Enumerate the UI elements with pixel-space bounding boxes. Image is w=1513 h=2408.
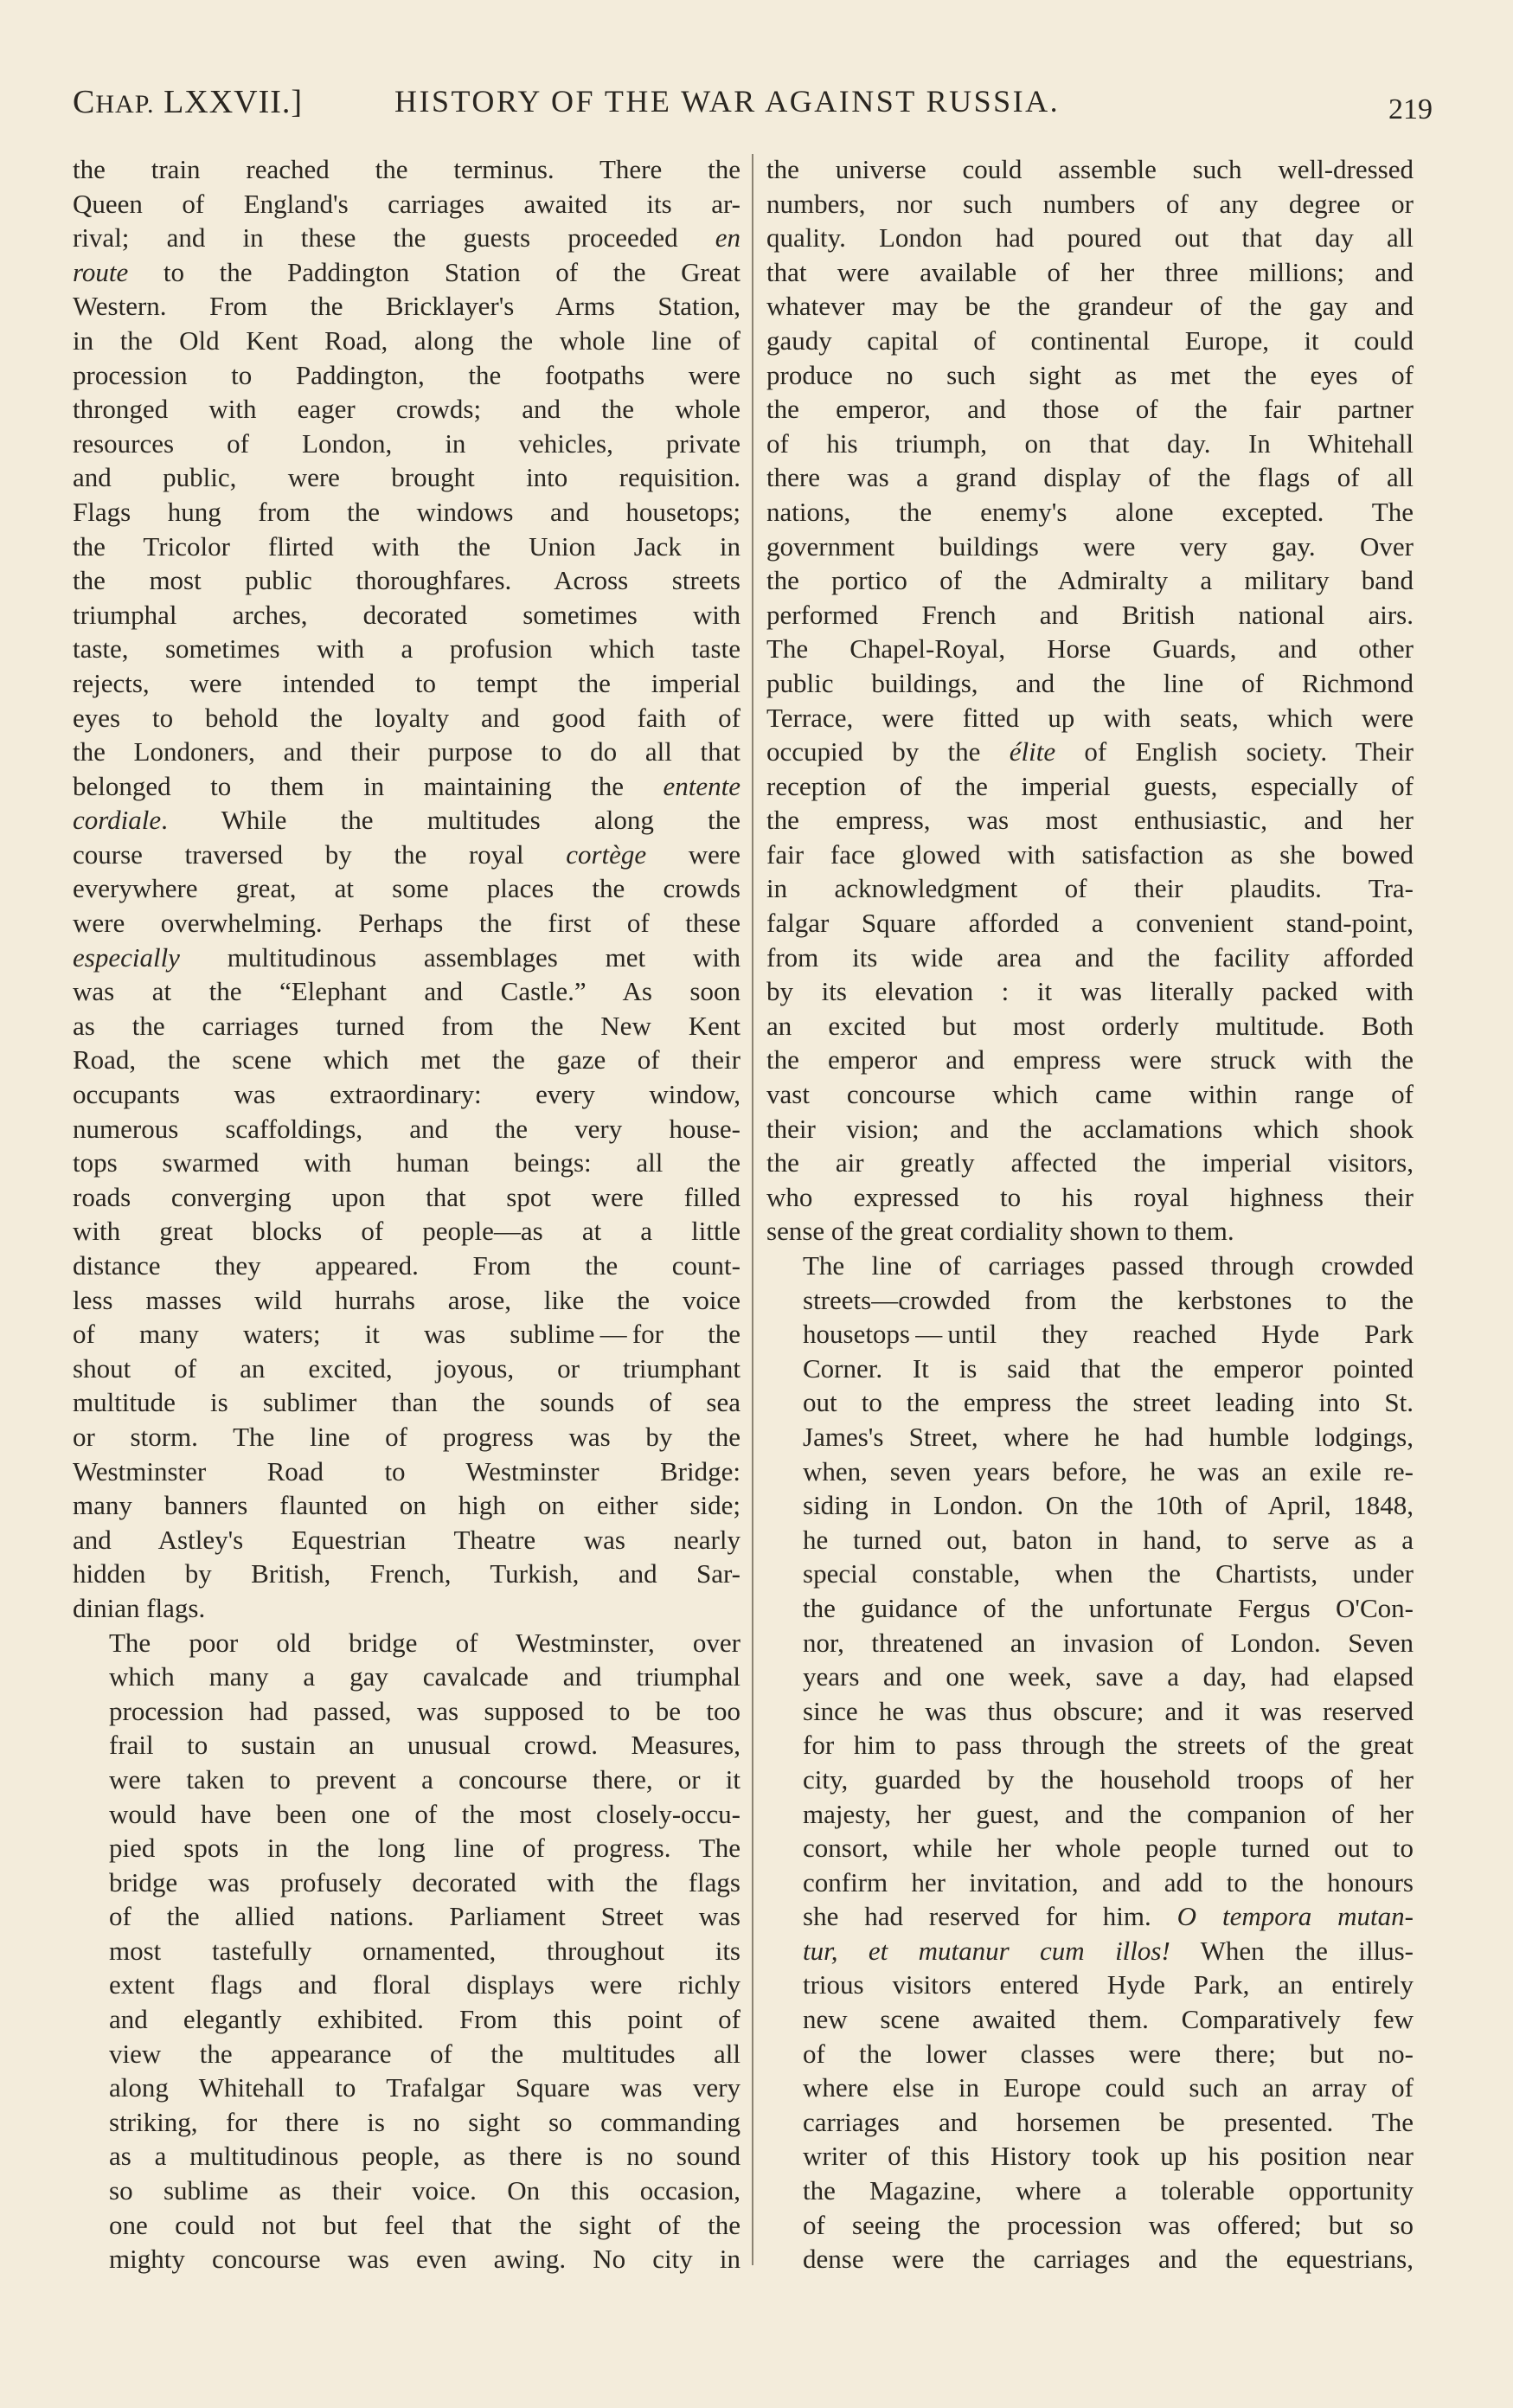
text-line: the empress, was most enthusiastic, and her — [766, 805, 1414, 836]
text-line: of his triumph, on that day. In Whitehall — [766, 427, 1414, 459]
text-line: from its wide area and the facility afforded — [766, 941, 1414, 973]
text-line: was at the “Elephant and Castle.” As soon — [73, 976, 740, 1007]
text-line: performed French and British national airs. — [766, 599, 1414, 630]
text-line: whatever may be the grandeur of the gay and — [766, 291, 1414, 322]
text-line: less masses wild hurrahs arose, like the voice — [73, 1284, 740, 1315]
text-line: as the carriages turned from the New Kent — [73, 1010, 740, 1041]
text-line: she had reserved for him. O tempora mutan- — [803, 1901, 1414, 1932]
text-line: the Magazine, where a tolerable opportunity — [803, 2175, 1414, 2206]
text-line: nor, threatened an invasion of London. Seven — [803, 1627, 1414, 1658]
text-line: resources of London, in vehicles, private — [73, 427, 740, 459]
text-line: mighty concourse was even awing. No city in — [109, 2244, 740, 2275]
text-line: the Tricolor flirted with the Union Jack in — [73, 530, 740, 562]
chapter-label: CHAP. LXXVII.] — [73, 84, 304, 120]
text-line: of many waters; it was sublime — for the — [73, 1319, 740, 1350]
text-line: falgar Square afforded a convenient stand-point, — [766, 908, 1414, 939]
text-line: triumphal arches, decorated sometimes with — [73, 599, 740, 630]
text-line: tur, et mutanur cum illos! When the illus- — [803, 1935, 1414, 1966]
text-line: vast concourse which came within range of — [766, 1079, 1414, 1110]
text-line: the air greatly affected the imperial visitors, — [766, 1147, 1414, 1178]
text-line: he turned out, baton in hand, to serve as a — [803, 1524, 1414, 1555]
page-number: 219 — [1388, 93, 1433, 125]
text-line: The Chapel-Royal, Horse Guards, and other — [766, 633, 1414, 665]
text-line: quality. London had poured out that day all — [766, 222, 1414, 254]
text-line: view the appearance of the multitudes all — [109, 2038, 740, 2069]
text-line: cordiale. While the multitudes along the — [73, 805, 740, 836]
text-line: bridge was profusely decorated with the flags — [109, 1866, 740, 1898]
text-line: Western. From the Bricklayer's Arms Station, — [73, 291, 740, 322]
text-line: route to the Paddington Station of the Great — [73, 256, 740, 287]
text-line: eyes to behold the loyalty and good faith of — [73, 702, 740, 733]
text-line: out to the empress the street leading into St. — [803, 1387, 1414, 1418]
text-line: in acknowledgment of their plaudits. Tra- — [766, 873, 1414, 904]
text-line: which many a gay cavalcade and triumphal — [109, 1661, 740, 1692]
text-line: sense of the great cordiality shown to them. — [766, 1216, 1234, 1247]
text-line: there was a grand display of the flags of all — [766, 462, 1414, 493]
text-line: of the allied nations. Parliament Street was — [109, 1901, 740, 1932]
text-line: carriages and horsemen be presented. The — [803, 2106, 1414, 2137]
text-line: tops swarmed with human beings: all the — [73, 1147, 740, 1178]
text-line: siding in London. On the 10th of April, 1848, — [803, 1490, 1414, 1521]
text-line: the universe could assemble such well-dressed — [766, 154, 1414, 184]
text-line: Westminster Road to Westminster Bridge: — [73, 1455, 740, 1487]
text-line: roads converging upon that spot were filled — [73, 1181, 740, 1212]
text-line: shout of an excited, joyous, or triumphant — [73, 1352, 740, 1384]
text-line: confirm her invitation, and add to the honours — [803, 1866, 1414, 1898]
text-line: fair face glowed with satisfaction as she bowed — [766, 838, 1414, 870]
text-line: occupied by the élite of English society. Their — [766, 736, 1414, 767]
text-line: James's Street, where he had humble lodgings, — [803, 1421, 1414, 1452]
text-line: taste, sometimes with a profusion which taste — [73, 633, 740, 665]
text-line: consort, while her whole people turned out to — [803, 1833, 1414, 1864]
text-line: The line of carriages passed through crowded — [803, 1250, 1414, 1281]
text-line: in the Old Kent Road, along the whole line of — [73, 324, 740, 356]
text-line: everywhere great, at some places the crowds — [73, 873, 740, 904]
text-line: Road, the scene which met the gaze of their — [73, 1044, 740, 1076]
text-line: along Whitehall to Trafalgar Square was very — [109, 2072, 740, 2103]
text-line: Corner. It is said that the emperor pointed — [803, 1352, 1414, 1384]
text-line: the emperor and empress were struck with the — [766, 1044, 1414, 1076]
text-line: pied spots in the long line of progress. The — [109, 1833, 740, 1864]
text-line: extent flags and floral displays were richly — [109, 1969, 740, 2000]
text-line: special constable, when the Chartists, under — [803, 1558, 1414, 1589]
text-line: the most public thoroughfares. Across streets — [73, 565, 740, 596]
text-line: the emperor, and those of the fair partner — [766, 394, 1414, 425]
text-line: rival; and in these the guests proceeded en — [73, 222, 740, 254]
text-line: hidden by British, French, Turkish, and Sar- — [73, 1558, 740, 1589]
text-line: streets—crowded from the kerbstones to the — [803, 1284, 1414, 1315]
column-divider — [752, 154, 753, 2265]
text-line: that were available of her three millions; and — [766, 256, 1414, 287]
text-line: as a multitudinous people, as there is no sound — [109, 2141, 740, 2172]
text-line: by its elevation : it was literally packed with — [766, 976, 1414, 1007]
text-line: the Londoners, and their purpose to do all that — [73, 736, 740, 767]
text-line: with great blocks of people—as at a little — [73, 1216, 740, 1247]
text-line: procession had passed, was supposed to be too — [109, 1695, 740, 1726]
text-line: Queen of England's carriages awaited its ar- — [73, 188, 740, 219]
text-line: reception of the imperial guests, especially of — [766, 770, 1414, 801]
text-line: thronged with eager crowds; and the whole — [73, 394, 740, 425]
text-line: dense were the carriages and the equestrians, — [803, 2244, 1414, 2275]
paragraph — [766, 1249, 1414, 2276]
text-line: produce no such sight as met the eyes of — [766, 359, 1414, 390]
text-line: especially multitudinous assemblages met with — [73, 941, 740, 973]
left-column — [73, 152, 740, 2276]
text-line: striking, for there is no sight so commanding — [109, 2106, 740, 2137]
text-line: rejects, were intended to tempt the imperial — [73, 667, 740, 698]
text-line: government buildings were very gay. Over — [766, 530, 1414, 562]
text-line: distance they appeared. From the count- — [73, 1250, 740, 1281]
text-line: procession to Paddington, the footpaths were — [73, 359, 740, 390]
text-line: for him to pass through the streets of the great — [803, 1730, 1414, 1761]
text-line: of the lower classes were there; but no- — [803, 2038, 1414, 2069]
paragraph — [73, 1626, 740, 2276]
text-line: The poor old bridge of Westminster, over — [109, 1627, 740, 1658]
running-header — [73, 83, 1433, 135]
text-line: city, guarded by the household troops of her — [803, 1763, 1414, 1795]
text-line: so sublime as their voice. On this occasion, — [109, 2175, 740, 2206]
text-line: who expressed to his royal highness their — [766, 1181, 1414, 1212]
text-line: nations, the enemy's alone excepted. The — [766, 496, 1414, 527]
text-line: were overwhelming. Perhaps the first of these — [73, 908, 740, 939]
text-line: numbers, nor such numbers of any degree or — [766, 188, 1414, 219]
text-line: and public, were brought into requisition. — [73, 462, 740, 493]
running-title: HISTORY OF THE WAR AGAINST RUSSIA. — [394, 84, 1061, 119]
text-line: and elegantly exhibited. From this point of — [109, 2004, 740, 2035]
text-line: since he was thus obscure; and it was reserved — [803, 1695, 1414, 1726]
right-column — [766, 152, 1414, 2276]
text-line: Terrace, were fitted up with seats, which were — [766, 702, 1414, 733]
text-line: one could not but feel that the sight of the — [109, 2209, 740, 2240]
text-line: and Astley's Equestrian Theatre was nearly — [73, 1524, 740, 1555]
text-line: numerous scaffoldings, and the very house- — [73, 1113, 740, 1144]
text-line: of seeing the procession was offered; but so — [803, 2209, 1414, 2240]
paragraph — [766, 152, 1414, 1249]
text-line: occupants was extraordinary: every window, — [73, 1079, 740, 1110]
paragraph — [73, 152, 740, 1626]
text-line: when, seven years before, he was an exile re- — [803, 1455, 1414, 1487]
text-line: many banners flaunted on high on either side; — [73, 1490, 740, 1521]
text-line: were taken to prevent a concourse there, or it — [109, 1763, 740, 1795]
text-line: would have been one of the most closely-occu- — [109, 1798, 740, 1829]
text-line: the portico of the Admiralty a military band — [766, 565, 1414, 596]
text-line: the train reached the terminus. There the — [73, 154, 740, 184]
text-line: writer of this History took up his position near — [803, 2141, 1414, 2172]
text-line: new scene awaited them. Comparatively few — [803, 2004, 1414, 2035]
text-line: multitude is sublimer than the sounds of sea — [73, 1387, 740, 1418]
text-line: most tastefully ornamented, throughout its — [109, 1935, 740, 1966]
text-line: Flags hung from the windows and housetops; — [73, 496, 740, 527]
text-line: frail to sustain an unusual crowd. Measures, — [109, 1730, 740, 1761]
text-line: their vision; and the acclamations which shook — [766, 1113, 1414, 1144]
text-line: or storm. The line of progress was by the — [73, 1421, 740, 1452]
text-line: the guidance of the unfortunate Fergus O'Con- — [803, 1592, 1414, 1623]
text-line: housetops — until they reached Hyde Park — [803, 1319, 1414, 1350]
text-line: years and one week, save a day, had elapsed — [803, 1661, 1414, 1692]
text-line: dinian flags. — [73, 1592, 206, 1623]
text-line: course traversed by the royal cortège were — [73, 838, 741, 870]
text-line: where else in Europe could such an array of — [803, 2072, 1414, 2103]
text-line: majesty, her guest, and the companion of her — [803, 1798, 1414, 1829]
text-line: trious visitors entered Hyde Park, an entirely — [803, 1969, 1414, 2000]
text-line: public buildings, and the line of Richmond — [766, 667, 1414, 698]
text-line: an excited but most orderly multitude. Both — [766, 1010, 1414, 1041]
text-line: belonged to them in maintaining the entente — [73, 770, 740, 801]
text-line: gaudy capital of continental Europe, it could — [766, 324, 1414, 356]
